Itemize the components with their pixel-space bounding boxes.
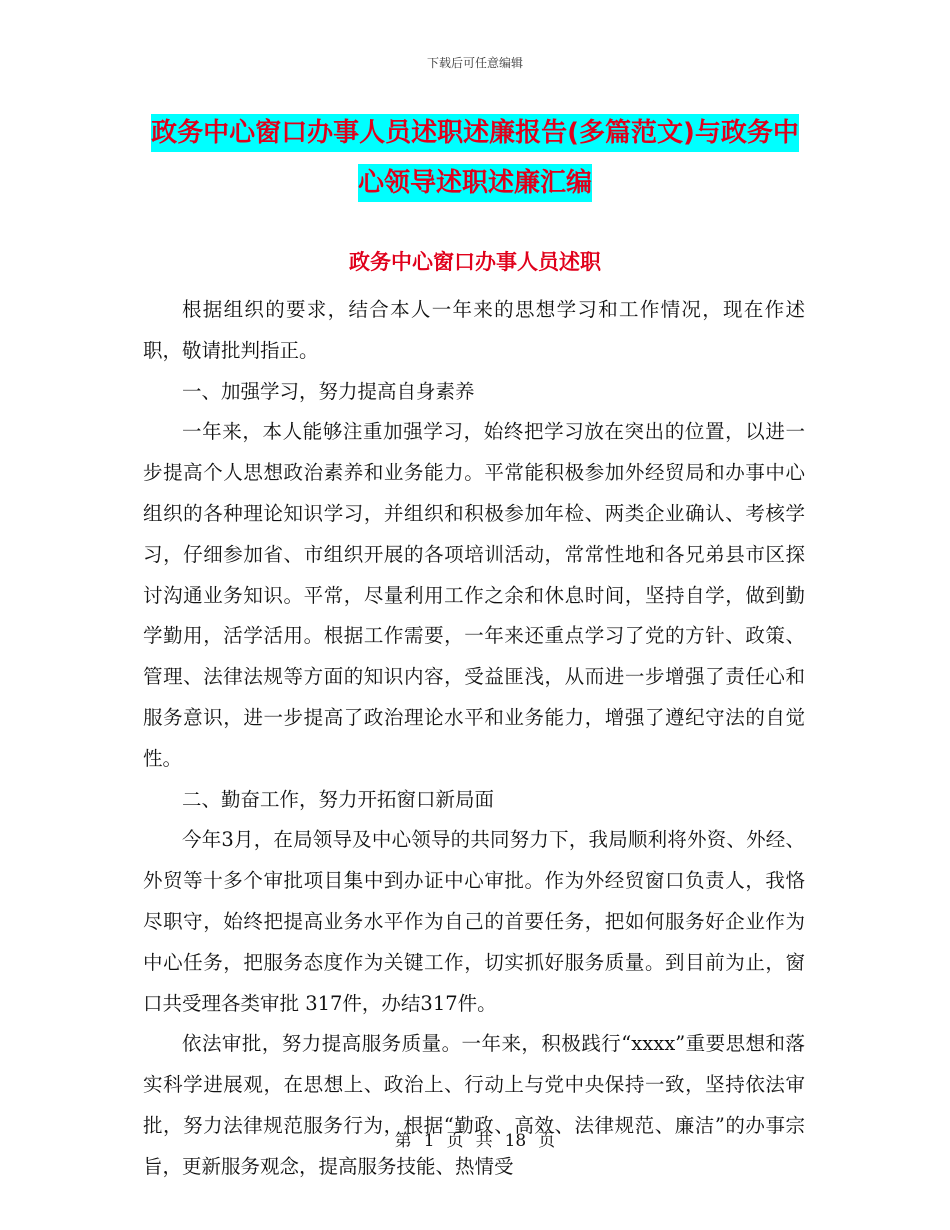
total-pages: 18: [504, 1131, 527, 1151]
subheading: 二、勤奋工作，努力开拓窗口新局面: [182, 787, 495, 811]
section-heading: 政务中心窗口办事人员述职: [349, 250, 601, 274]
footer-prefix: 第: [394, 1131, 412, 1151]
document-title-text: 政务中心窗口办事人员述职述廉报告(多篇范文)与政务中心领导述职述廉汇编: [151, 114, 799, 202]
paragraph: 一年来，本人能够注重加强学习，始终把学习放在突出的位置，以进一步提高个人思想政治素养和业务能力。平常能积极参加外经贸局和办事中心组织的各种理论知识学习，并组织和积极参加年检、两类企业确认、考核学习，仔细参加省、市组织开展的各项培训活动，常常性地和各兄弟县市区探讨沟通业务知识。平常，尽量利用工作之余和休息时间，坚持自学，做到勤学勤用，活学活用。根据工作需要，一年来还重点学习了党的方针、政策、管理、法律法规等方面的知识内容，受益匪浅，从而进一步增强了责任心和服务意识，进一步提高了政治理论水平和业务能力，增强了遵纪守法的自觉性。: [143, 420, 805, 770]
paragraph: 根据组织的要求，结合本人一年来的思想学习和工作情况，现在作述职，敬请批判指正。: [143, 298, 805, 362]
page-footer: [0, 1126, 950, 1151]
paragraph: 今年3月，在局领导及中心领导的共同努力下，我局顺利将外资、外经、外贸等十多个审批项目集中到办证中心审批。作为外经贸窗口负责人，我恪尽职守，始终把提高业务水平作为自己的首要任务，把如何服务好企业作为中心任务，把服务态度作为关键工作，切实抓好服务质量。到目前为止，窗口共受理各类审批 317件，办结317件。: [143, 828, 805, 1015]
header-note: 下载后可任意编辑: [426, 56, 523, 70]
footer-suffix: 页: [538, 1131, 556, 1151]
footer-total-word: 共: [475, 1131, 493, 1151]
subheading: 一、加强学习，努力提高自身素养: [182, 379, 475, 403]
document-body: [143, 290, 805, 1188]
document-title: [140, 108, 810, 208]
paragraph: 依法审批，努力提高服务质量。一年来，积极践行“xxxx”重要思想和落实科学进展观，在思想上、政治上、行动上与党中央保持一致，坚持依法审批，努力法律规范服务行为，根据“勤政、高效、法律规范、廉洁”的办事宗旨，更新服务观念，提高服务技能、热情受: [143, 1032, 805, 1178]
page-number: 1: [423, 1131, 435, 1151]
footer-page-word: 页: [446, 1131, 464, 1151]
